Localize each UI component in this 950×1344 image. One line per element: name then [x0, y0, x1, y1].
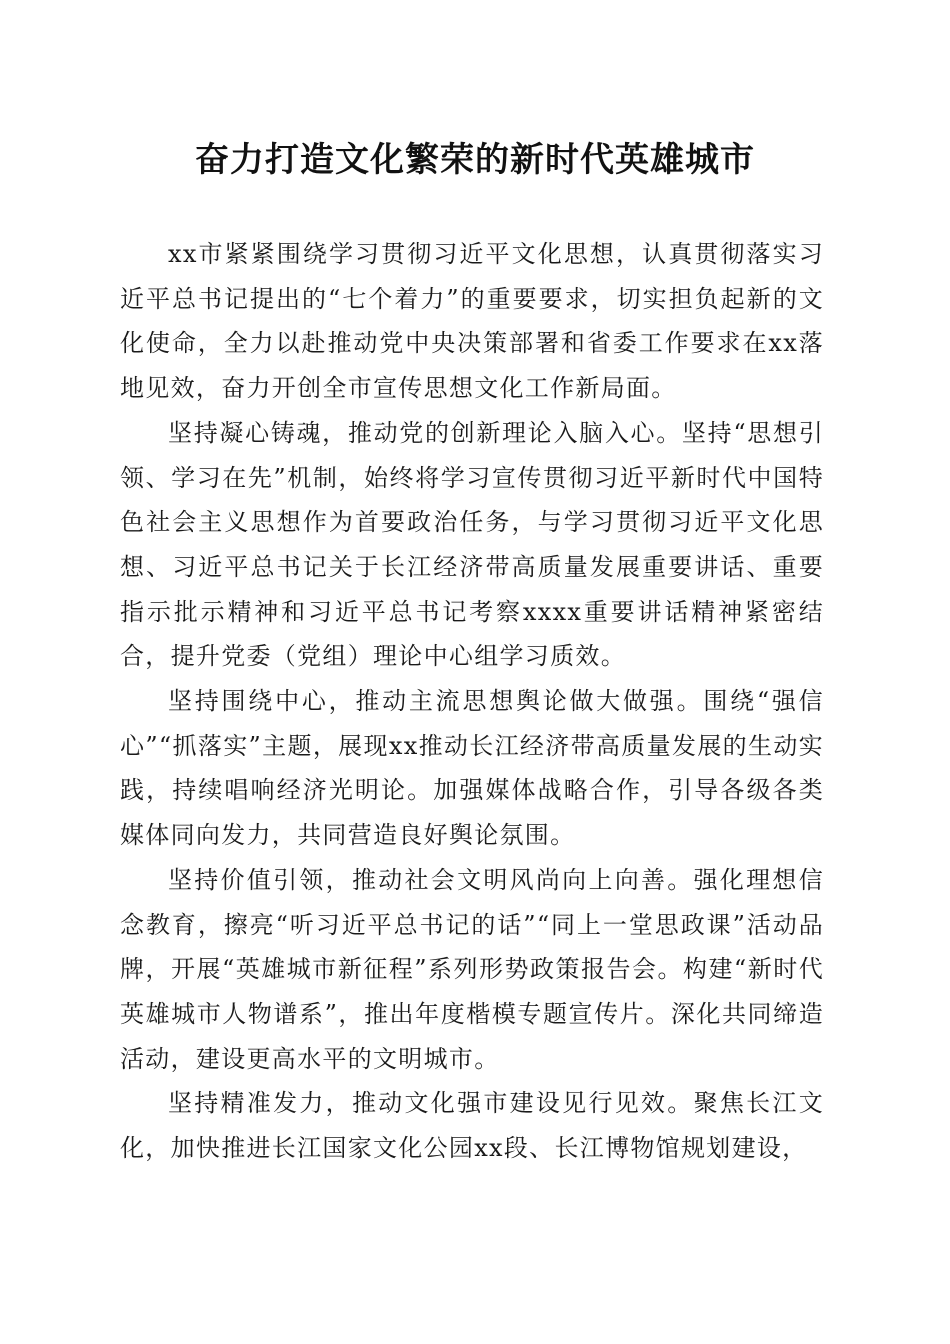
document-body — [120, 232, 824, 1171]
paragraph: 坚持凝心铸魂，推动党的创新理论入脑入心。坚持“思想引领、学习在先”机制，始终将学习宣传贯彻习近平新时代中国特色社会主义思想作为首要政治任务，与学习贯彻习近平文化思想、习近平总书记关于长江经济带高质量发展重要讲话、重要指示批示精神和习近平总书记考察xxxx重要讲话精神紧密结合，提升党委（党组）理论中心组学习质效。 — [120, 418, 824, 671]
paragraph: 坚持围绕中心，推动主流思想舆论做大做强。围绕“强信心”“抓落实”主题，展现xx推动长江经济带高质量发展的生动实践，持续唱响经济光明论。加强媒体战略合作，引导各级各类媒体同向发力，共同营造良好舆论氛围。 — [120, 687, 824, 850]
paragraph: 坚持价值引领，推动社会文明风尚向上向善。强化理想信念教育，擦亮“听习近平总书记的话”“同上一堂思政课”活动品牌，开展“英雄城市新征程”系列形势政策报告会。构建“新时代英雄城市人物谱系”，推出年度楷模专题宣传片。深化共同缔造活动，建设更高水平的文明城市。 — [120, 865, 824, 1073]
paragraph: 坚持精准发力，推动文化强市建设见行见效。聚焦长江文化，加快推进长江国家文化公园xx段、长江博物馆规划建设， — [120, 1089, 824, 1163]
document-title: 奋力打造文化繁荣的新时代英雄城市 — [195, 140, 755, 180]
paragraph: xx市紧紧围绕学习贯彻习近平文化思想，认真贯彻落实习近平总书记提出的“七个着力”的重要要求，切实担负起新的文化使命，全力以赴推动党中央决策部署和省委工作要求在xx落地见效，奋力开创全市宣传思想文化工作新局面。 — [120, 240, 824, 403]
